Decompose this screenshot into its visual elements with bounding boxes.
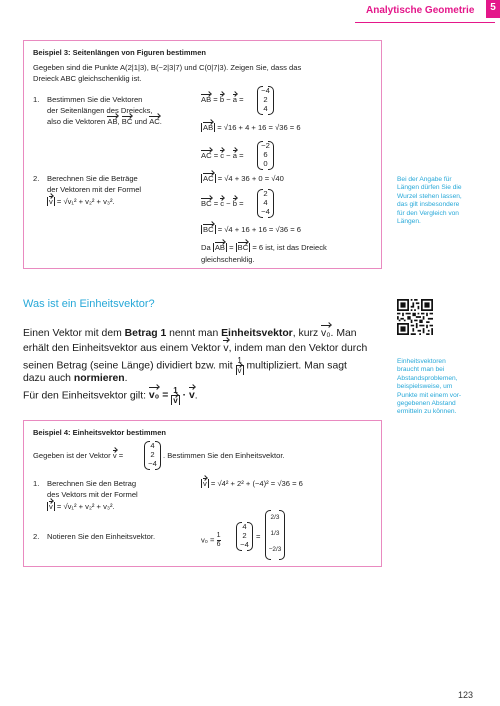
- v-x: 4: [242, 522, 247, 531]
- ac-column-vector: [257, 141, 274, 168]
- text: .: [124, 373, 128, 384]
- v-column-vector: [236, 522, 253, 549]
- example-3-given-line2: Dreieck ABC gleichschenklig ist.: [33, 74, 142, 83]
- eq: =: [213, 95, 218, 104]
- sidenote-line: Wurzel stehen lassen,: [397, 192, 462, 200]
- fraction-one-sixth: [217, 532, 221, 549]
- abs-ab-rhs: = √16 + 4 + 16 = √36 = 6: [217, 123, 301, 132]
- v-y: 2: [150, 450, 155, 459]
- text: multipliziert. Man sagt: [246, 360, 347, 372]
- ab-vec: AB: [201, 95, 212, 104]
- step-1-line1: Bestimmen Sie die Vektoren: [47, 95, 143, 104]
- v-vec: v: [188, 390, 195, 402]
- v-vec: v: [49, 502, 53, 511]
- eq: =: [239, 151, 244, 160]
- vector-ac-label: AC: [149, 117, 160, 126]
- step-2-line2: der Vektoren mit der Formel: [47, 185, 142, 194]
- sidenote-line: gegebenen Abstand: [397, 400, 456, 408]
- example-4-title: Beispiel 4: Einheitsvektor bestimmen: [33, 428, 166, 437]
- abs-v-rhs: = √4² + 2² + (−4)² = √36 = 6: [210, 479, 303, 488]
- v-vec: v: [173, 396, 178, 405]
- vector-ab-label: AB: [107, 117, 118, 126]
- term-betrag-1: Betrag 1: [124, 328, 167, 339]
- eq: =: [118, 451, 124, 460]
- example-4-box: [23, 420, 382, 567]
- section-heading: Was ist ein Einheitsvektor?: [23, 298, 155, 310]
- step-1-line3-pre: also die Vektoren: [47, 117, 108, 126]
- v-z: −4: [148, 459, 157, 468]
- eq: =: [256, 532, 261, 541]
- chapter-tab: 5: [486, 0, 500, 18]
- minus: −: [226, 199, 231, 208]
- c-vec: c: [220, 199, 225, 208]
- bc-vec: BC: [237, 243, 249, 252]
- frac-den: 6: [216, 541, 221, 548]
- ab-vec: AB: [214, 243, 225, 252]
- v-vec: v: [112, 451, 117, 460]
- sidenote-line: für den Vergleich von: [397, 209, 459, 217]
- ex4-step-2-number: 2.: [33, 532, 40, 541]
- eq: =: [239, 95, 244, 104]
- sidenote-line: beispielsweise, um: [397, 383, 453, 391]
- and-text: und: [132, 117, 150, 126]
- fraction-one-over-abs-v: [236, 356, 244, 375]
- sidenote-line: ermitteln zu können.: [397, 408, 457, 416]
- step-2-line1: Berechnen Sie die Beträge: [47, 174, 138, 183]
- fraction-one-over-abs-v: [171, 386, 179, 405]
- a-vec: a: [232, 151, 237, 160]
- step-1-line3: [47, 117, 162, 127]
- paragraph-line5: [23, 386, 198, 405]
- sidenote-line: Einheitsvektoren: [397, 358, 446, 365]
- frac-num: 1: [237, 356, 242, 365]
- sidenote-line: Bei der Angabe für: [397, 176, 452, 183]
- page-number: 123: [458, 690, 474, 700]
- v0-symbol: v₀: [148, 390, 160, 402]
- ab-x: −4: [261, 86, 270, 95]
- header-rule: [355, 22, 495, 23]
- example-3-box: [23, 40, 382, 269]
- ex4-step-1-number: 1.: [33, 479, 40, 488]
- ac-equation: [201, 151, 244, 161]
- given-column-vector: [144, 441, 161, 468]
- v0-equation: [201, 532, 221, 549]
- eq: =: [162, 390, 169, 402]
- v0-symbol: v₀: [321, 328, 331, 339]
- ac-y: 6: [263, 150, 268, 159]
- step-1-line2: der Seitenlängen des Dreiecks,: [47, 106, 153, 115]
- text: seinen Betrag (seine Länge) dividiert bzw. mit: [23, 360, 233, 372]
- conclusion-pre: Da: [201, 243, 213, 252]
- eq: =: [229, 243, 234, 252]
- minus: −: [226, 151, 231, 160]
- example-3-title: Beispiel 3: Seitenlängen von Figuren bestimmen: [33, 48, 206, 57]
- ex4-step-2-line1: Notieren Sie den Einheitsvektor.: [47, 532, 156, 541]
- bc-vec: BC: [203, 225, 214, 234]
- v-vec: v: [237, 366, 242, 375]
- b-vec: b: [232, 199, 237, 208]
- text: Für den Einheitsvektor gilt:: [23, 390, 149, 402]
- v0-z: −2/3: [268, 546, 282, 553]
- sidenote-unit-vectors: [397, 358, 461, 417]
- text: , indem man den Vektor durch: [228, 343, 368, 354]
- b-vec: b: [219, 95, 225, 104]
- term-einheitsvektor: Einheitsvektor: [221, 328, 293, 339]
- example-3-given-line1: Gegeben sind die Punkte A(2|1|3), B(−2|3|7) und C(0|7|3). Zeigen Sie, dass das: [33, 63, 302, 72]
- v-x: 4: [150, 441, 155, 450]
- period: .: [194, 390, 198, 402]
- dot: ·: [182, 390, 187, 402]
- frac-num: 1: [173, 386, 178, 395]
- formula-rhs: = √v₁² + v₂² + v₃².: [56, 197, 115, 206]
- vector-bc-label: BC: [121, 117, 133, 126]
- ab-column-vector: [257, 86, 274, 113]
- step-1-number: 1.: [33, 95, 40, 104]
- text: erhält den Einheitsvektor aus einem Vektor: [23, 343, 224, 354]
- v0-x: 2/3: [270, 514, 280, 521]
- v-z: −4: [240, 540, 249, 549]
- abs-ac-rhs: = √4 + 36 + 0 = √40: [217, 174, 284, 183]
- text: , kurz: [292, 328, 322, 339]
- ab-equation: [201, 95, 244, 105]
- example-4-given-pre: [33, 451, 123, 461]
- bc-equation: [201, 199, 244, 209]
- text: Einen Vektor mit dem: [23, 328, 125, 339]
- sidenote-line: das gilt insbesondere: [397, 201, 460, 209]
- sidenote-line: Längen.: [397, 218, 421, 226]
- ab-vec: AB: [203, 123, 214, 132]
- paragraph-line1: [23, 326, 357, 341]
- conclusion-post: = 6 ist, ist das Dreieck: [250, 243, 327, 252]
- paragraph-line4: [23, 371, 128, 386]
- v-symbol: v: [223, 343, 229, 354]
- sidenote-lengths: [397, 176, 462, 226]
- bc-y: 4: [263, 198, 268, 207]
- abs-ab-equation: [201, 123, 301, 133]
- v0-label: v₀ =: [201, 535, 217, 545]
- sidenote-line: braucht man bei: [397, 366, 445, 374]
- ab-y: 2: [263, 95, 268, 104]
- text: . Man: [330, 328, 357, 339]
- bc-x: 2: [263, 189, 268, 198]
- text: dazu auch: [23, 373, 74, 384]
- v0-y: 1/3: [270, 530, 280, 537]
- bc-vec: BC: [201, 199, 212, 208]
- qr-code-icon[interactable]: [397, 299, 433, 335]
- sidenote-line: Längen dürfen Sie die: [397, 184, 462, 192]
- a-vec: a: [232, 95, 237, 104]
- comma: ,: [117, 117, 120, 126]
- conclusion-line1: [201, 243, 327, 253]
- ac-z: 0: [263, 159, 268, 168]
- v-vec: v: [203, 479, 207, 488]
- abs-bc-equation: [201, 225, 301, 235]
- ex4-step-1-line1: Berechnen Sie den Betrag: [47, 479, 137, 488]
- ac-vec: AC: [201, 151, 212, 160]
- ex4-step-1-formula: [47, 502, 115, 512]
- v0-column-vector: [265, 510, 285, 558]
- paragraph-line2: [23, 341, 367, 356]
- v-y: 2: [242, 531, 247, 540]
- v-vec: v: [49, 197, 53, 206]
- abs-ac-equation: [201, 174, 284, 184]
- ab-z: 4: [263, 104, 268, 113]
- text: nennt man: [166, 328, 222, 339]
- eq: =: [239, 199, 244, 208]
- sidenote-line: Punkte mit einem vor-: [397, 391, 462, 399]
- eq: =: [213, 151, 219, 160]
- ex4-step-1-line2: des Vektors mit der Formel: [47, 490, 138, 499]
- minus: −: [226, 95, 231, 104]
- step-2-number: 2.: [33, 174, 40, 183]
- conclusion-line2: gleichschenklig.: [201, 255, 255, 264]
- bc-z: −4: [261, 207, 270, 216]
- formula-rhs: = √v₁² + v₂² + v₃².: [56, 502, 115, 511]
- term-normieren: normieren: [73, 373, 125, 384]
- abs-bc-rhs: = √4 + 16 + 16 = √36 = 6: [217, 225, 301, 234]
- c-vec: c: [220, 151, 225, 160]
- ac-vec: AC: [203, 174, 214, 183]
- sidenote-line: Abstandsproblemen,: [397, 374, 458, 382]
- step-2-formula: [47, 197, 115, 207]
- abs-v-equation: [201, 479, 303, 489]
- text: Gegeben ist der Vektor: [33, 451, 111, 460]
- period: .: [159, 117, 162, 126]
- frac-num: 1: [216, 532, 221, 539]
- chapter-title: Analytische Geometrie: [366, 5, 475, 16]
- bc-column-vector: [257, 189, 274, 216]
- example-4-given-post: . Bestimmen Sie den Einheitsvektor.: [163, 451, 285, 460]
- ac-x: −2: [261, 141, 270, 150]
- eq: =: [213, 199, 219, 208]
